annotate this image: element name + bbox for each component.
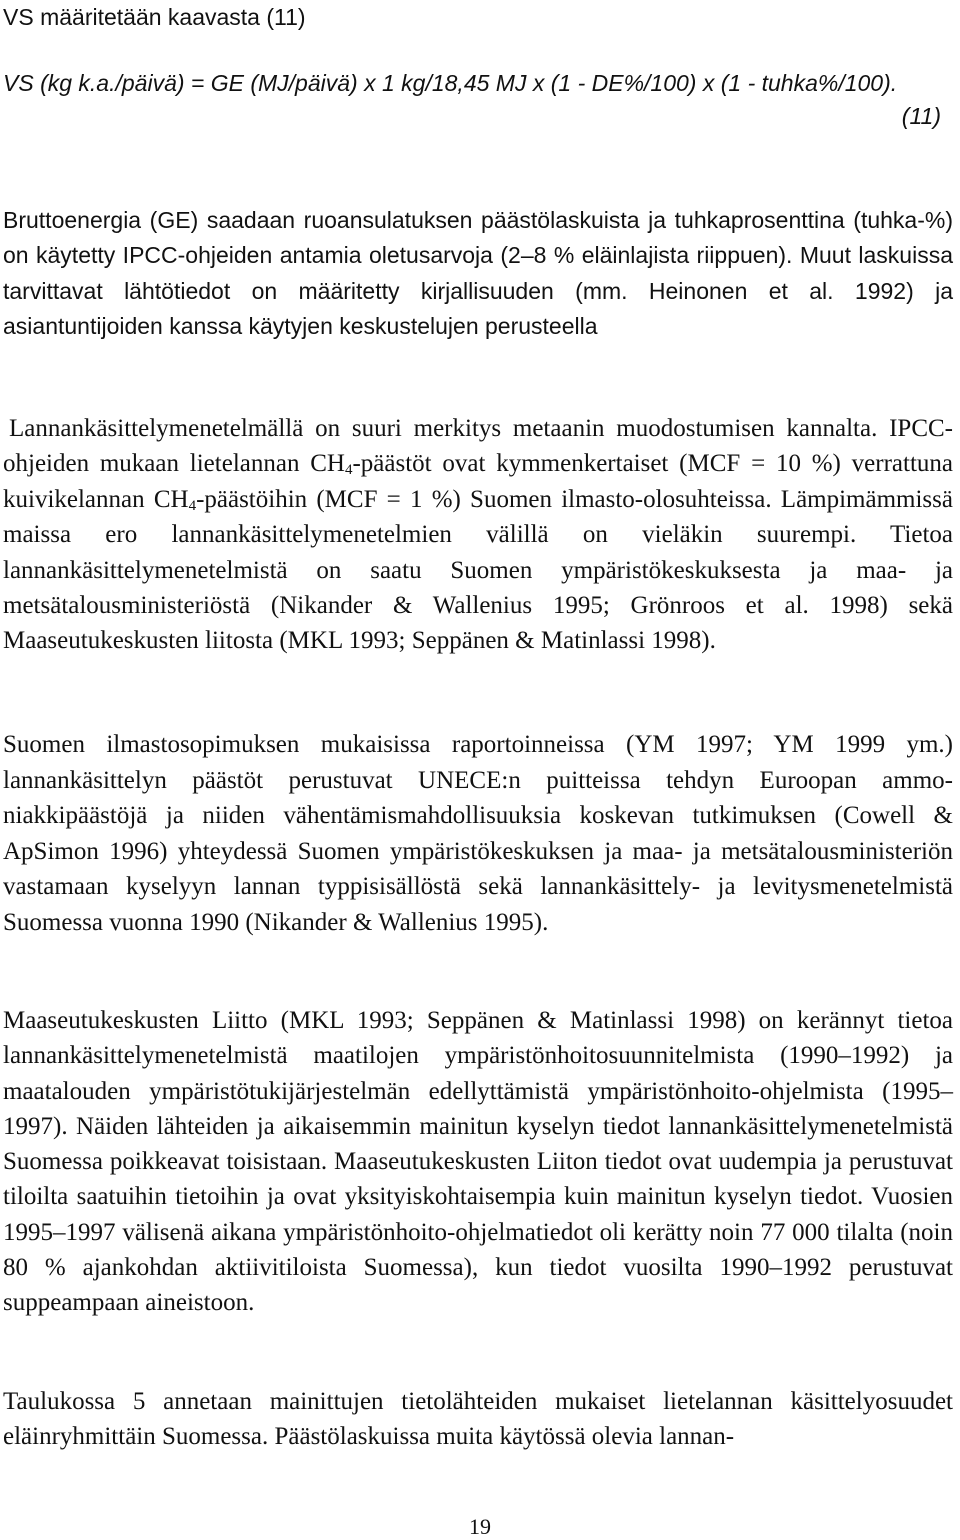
- paragraph-2-part3: -päästöihin (MCF = 1 %) Suomen ilmasto-olosuhteissa. Lämpimämmissä maissa ero lannankäsittelymenetelmien välillä on vieläkin suurempi. Tietoa lannankäsittelymenetelmistä on saatu Suomen ympäristökeskuksesta ja maa- ja metsätalousministeriöstä (Nikander & Wallenius 1995; Grönroos et al. 1998) sekä Maaseutukeskusten liitosta (MKL 1993; Seppänen & Matinlassi 1998).: [3, 485, 953, 655]
- paragraph-1-text: Bruttoenergia (GE) saadaan ruoansulatuksen päästölaskuista ja tuhkaprosenttina (tuhka-%) on käytetty IPCC-ohjeiden antamia oletusarvoja (2–8 % eläinlajista riippuen). Muut laskuissa tarvittavat lähtötiedot on määritetty kirjallisuuden (mm. Heinonen et al. 1992) ja asiantuntijoiden kanssa käytyjen keskustelujen perusteella: [3, 207, 953, 339]
- paragraph-2-part2: -päästöt ovat kymmenkertaiset (MCF = 10 %) verrattuna kuivikelannan CH: [3, 450, 953, 513]
- paragraph-5: Taulukossa 5 annetaan mainittujen tietolähteiden mukaiset lietelannan käsittelyosuudet eläinryhmittäin Suomessa. Päästölaskuissa muita käytössä olevia lannan-: [3, 1388, 953, 1450]
- formula-text: VS (kg k.a./päivä) = GE (MJ/päivä) x 1 kg/18,45 MJ x (1 - DE%/100) x (1 - tuhka%/100).: [3, 70, 898, 96]
- paragraph-4: Maaseutukeskusten Liitto (MKL 1993; Seppänen & Matinlassi 1998) on kerännyt tietoa lannankäsittelymenetelmistä maatilojen ympäristönhoitosuunnitelmista (1990–1992) ja maatalouden ympäristötukijärjestelmän edellyttämistä ympäristönhoito-ohjelmista (1995–1997). Näiden lähteiden ja aikaisemmin mainitun kyselyn tiedot lannankäsittelymenetelmistä Suomessa poikkeavat toisistaan. Maaseutukeskusten Liiton tiedot ovat uudempia ja perustuvat tiloilta saatuihin tietoihin ja ovat yksityiskohtaisempia kuin mainitun kyselyn tiedot. Vuosien 1995–1997 välisenä aikana ympäristönhoito-ohjelmatiedot oli kerätty noin 77 000 tilalta (noin 80 % ajankohdan aktiivitiloista Suomessa), kun tiedot vuosilta 1990–1992 perustuvat suppeampaan aineistoon.: [3, 1007, 953, 1317]
- paragraph-1: [3, 203, 953, 344]
- subscript-4: 4: [188, 497, 197, 514]
- paragraph-3: Suomen ilmastosopimuksen mukaisissa raportoinneissa (YM 1997; YM 1999 ym.) lannankäsittelyn päästöt perustuvat UNECE:n puitteissa tehdyn Euroopan ammoniakkipäästöjä ja niiden vähentämismahdollisuuksia koskevan tutkimuksen (Cowell & ApSimon 1996) yhteydessä Suomen ympäristökeskuksen ja maa- ja metsätalousministeriön vastamaan kyselyyn lannan typpisisällöstä sekä lannankäsittely- ja levitysmenetelmistä Suomessa vuonna 1990 (Nikander & Wallenius 1995).: [3, 731, 953, 936]
- section-label: VS määritetään kaavasta (11): [3, 4, 306, 30]
- paragraph-2: [3, 411, 953, 659]
- subscript-4: 4: [344, 462, 353, 479]
- page-number: 19: [469, 1514, 491, 1539]
- equation-number: (11): [901, 103, 941, 129]
- paragraph-2-part1: Lannankäsittelymenetelmällä on suuri merkitys metaanin muodostumisen kannalta. IPCC-ohjeiden mukaan lietelannan CH: [3, 415, 953, 478]
- formula: [3, 67, 953, 133]
